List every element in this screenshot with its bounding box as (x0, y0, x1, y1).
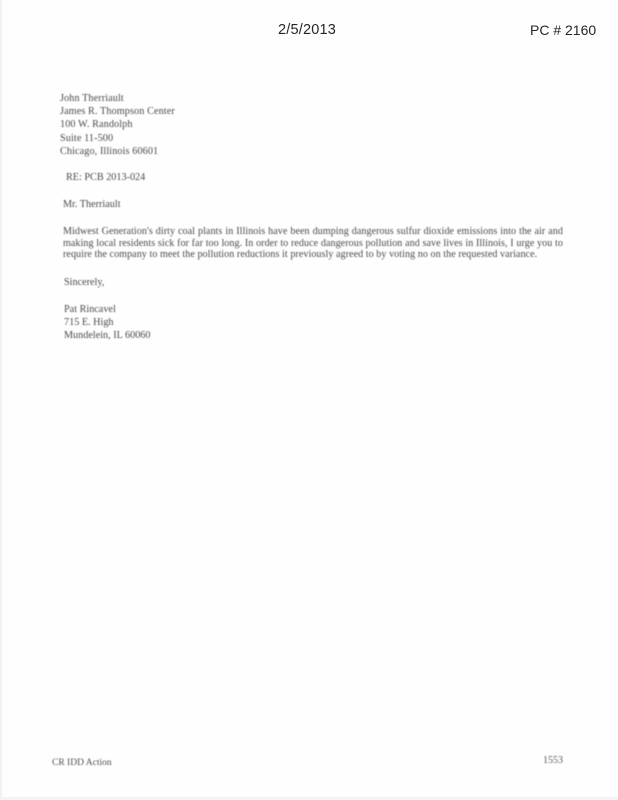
recipient-address-block (60, 92, 565, 158)
re-line: RE: PCB 2013-024 (66, 172, 146, 184)
sender-signature-block (64, 303, 565, 343)
letter-body (60, 92, 565, 342)
sender-name: Pat Rincavel (64, 303, 116, 315)
scan-edge-left (0, 0, 2, 800)
recipient-name: John Therriault (60, 93, 124, 104)
closing: Sincerely, (64, 276, 105, 288)
document-footer (0, 730, 618, 800)
recipient-city-state-zip: Chicago, Illinois 60601 (60, 145, 159, 157)
sender-street: 715 E. High (64, 317, 114, 328)
letter-paragraph: Midwest Generation's dirty coal plants in Illinois have been dumping dangerous sulfur dioxide emissions into the air and making local residents sick for far too long. In order to reduce dangerous pollution and save lives in Illinois, I urge you to require the company to meet the pollution reductions it previously agreed to by voting no on the requested variance. (63, 226, 563, 261)
recipient-suite: Suite 11-500 (60, 132, 114, 144)
document-date: 2/5/2013 (278, 22, 337, 38)
footer-page-number: 1553 (543, 755, 563, 766)
footer-stamp: CR IDD Action (52, 758, 112, 768)
recipient-organization: James R. Thompson Center (60, 106, 175, 118)
document-header (0, 22, 618, 44)
recipient-street: 100 W. Randolph (60, 119, 133, 131)
public-comment-number: PC # 2160 (530, 22, 597, 38)
salutation: Mr. Therriault (63, 199, 121, 211)
sender-city-state-zip: Mundelein, IL 60060 (64, 330, 151, 342)
